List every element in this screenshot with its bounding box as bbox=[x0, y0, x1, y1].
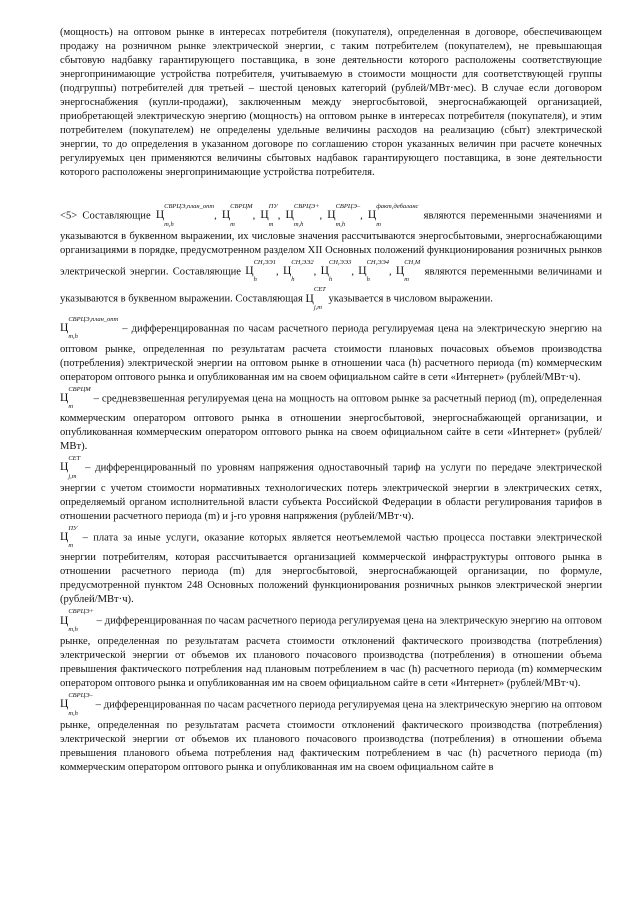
formula-symbol: $Ц^{СВРЦЭ+}$ $_{m,h}$ bbox=[60, 608, 94, 634]
definition-text: – дифференцированный по уровням напряжения одноставочный тариф на услуги по передаче электрической энергии с учетом стоимости нормативных технологических потерь электрической энергии в электрических сетях, определяемый органом исполнительной власти субъекта Российской Федерации в области регулирования тарифов в отношении расчетного периода (m) и j-го уровня напряжения (рублей/МВт·ч). bbox=[60, 462, 602, 522]
formula-symbol: $Ц^{СВРЦЭ+}$ $_{m,h}$ bbox=[285, 203, 320, 228]
formula-symbol: $Ц^{СВРЦЭ,план\_опт}$ $_{m,h}$ bbox=[60, 315, 119, 341]
formula-symbol: $Ц^{СВРЦЭ,план\_опт}$ $_{m,h}$ bbox=[155, 203, 215, 228]
footnote-text-1: являются переменными значениями и указываются в буквенном выражении, их числовые значения рассчитываются энергосбытовыми, энергоснабжающими организациями в порядке, предусмотренном разделом XII Основных положений функционирования розничных рынков электрической энергии. Составляющие bbox=[60, 210, 603, 277]
definition-paragraph bbox=[60, 454, 602, 524]
formula-symbol: $Ц^{СЕТ}$ $_{j,m}$ bbox=[305, 286, 326, 311]
footnote-5: <5> Составляющие $Ц^{СВРЦЭ,план\_опт}$ $_{m,h}$, $Ц^{СВРЦМ}$ $_m$, $Ц^{ПУ}$ $_m$, $Ц^{СВРЦЭ+}$ $_{m,h}$, $Ц^{СВРЦЭ-}$ $_{m,h}$, $Ц^{факт,дебаланс}$ $_m$ являются переменными значениями и указываются в буквенном выражении, их числовые значения рассчитываются энергосбытовыми, энергоснабжающими организациями в порядке, предусмотренном разделом XII Основных положений функционирования розничных рынков электрической энергии. Составляющие $Ц^{СН,ЭЭ1}$ $_h$, $Ц^{СН,ЭЭ2}$ $_h$, $Ц^{СН,ЭЭ3}$ $_h$, $Ц^{СН,ЭЭ4}$ $_h$, $Ц^{СН,М}$ $_m$ являются переменными величинами и указываются в буквенном выражении. Составляющая $Ц^{СЕТ}$ $_{j,m}$ указывается в числовом выражении. bbox=[60, 203, 603, 311]
definition-text: – дифференцированная по часам расчетного периода регулируемая цена на электрическую энергию на оптовом рынке, определенная по результатам расчета стоимости плановых почасовых объемов производства (потребления) электрической энергии на оптовом рынке в отношении часа (h) расчетного периода (m) коммерческим оператором оптового рынка и опубликованная им на своем официальном сайте в сети «Интернет» (рублей/МВт·ч). bbox=[60, 323, 602, 383]
formula-symbol: $Ц^{СН,ЭЭ1}$ $_h$ bbox=[245, 258, 277, 284]
definition-paragraph bbox=[60, 691, 602, 775]
definition-paragraph bbox=[60, 524, 602, 608]
footnote-text-3: указывается в числовом выражении. bbox=[328, 293, 493, 305]
formula-symbol: $Ц^{СВРЦЭ-}$ $_{m,h}$ bbox=[327, 203, 361, 228]
definition-text: – средневзвешенная регулируемая цена на мощность на оптовом рынке за расчетный период (m), определенная коммерческим оператором оптового рынка в отношении энергосбытовой, энергоснабжающей организации, и опубликованная коммерческим оператором оптового рынка на своем официальном сайте в сети «Интернет» (рублей/МВт). bbox=[60, 392, 602, 453]
formula-symbol: $Ц^{СН,ЭЭ3}$ $_h$ bbox=[320, 258, 352, 284]
paragraph-continuation: (мощность) на оптовом рынке в интересах потребителя (покупателя), определенная в договоре, обеспечивающем продажу на розничном рынке электрической энергии, с таким потребителем (покупателем), не превышающая сбытовую надбавку гарантирующего поставщика, в зоне деятельности которого расположены соответствующие энергопринимающие устройства потребителя, учитываемую в стоимости мощности для соответствующей группы (подгруппы) потребителей для третьей – шестой ценовых категорий (рублей/МВт·мес). В случае если договором энергоснабжения (купли-продажи), заключенным между энергосбытовой, энергоснабжающей организацией, приобретающей электрическую энергию (мощность) на оптовом рынке в интересах потребителя (покупателя), и этим потребителем (покупателем) не определены удельные величины расходов на реализацию (сбыт) электрической энергии, то до определения в указанном договоре по соглашению сторон указанных величин при расчете конечных регулируемых цен применяются величины сбытовых надбавок гарантирующего поставщика, в зоне деятельности которого расположены энергопринимающие устройства потребителя. bbox=[60, 27, 602, 178]
formula-symbol: $Ц^{ПУ}$ $_m$ bbox=[260, 203, 278, 228]
footnote-lead: <5> Составляющие bbox=[60, 210, 151, 222]
formula-symbol: $Ц^{СВРЦМ}$ $_m$ bbox=[221, 203, 253, 228]
formula-symbol: $Ц^{СЕТ}$ $_{j,m}$ bbox=[60, 455, 81, 480]
formula-symbol: $Ц^{СН,ЭЭ2}$ $_h$ bbox=[282, 258, 314, 284]
definition-text: – плата за иные услуги, оказание которых является неотъемлемой частью процесса поставки электрической энергии потребителям, которая рассчитывается организацией коммерческой инфраструктуры оптового рынка в отношении расчетного периода (m) для энергосбытовой, энергоснабжающей организации, по формуле, предусмотренной пунктом 248 Основных положений функционирования розничных рынков электрической энергии (рублей/МВт·ч). bbox=[60, 532, 603, 606]
definition-paragraph bbox=[60, 315, 602, 385]
definition-paragraph bbox=[60, 607, 602, 691]
formula-symbol: $Ц^{факт,дебаланс}$ $_m$ bbox=[367, 203, 419, 228]
definition-text: – дифференцированная по часам расчетного периода регулируемая цена на электрическую энергию на оптовом рынке, определенная по результатам расчета стоимости отклонений фактического производства (потребления) электрической энергии от объемов их планового почасового производства (потребления) в отношении объема превышения планового объема потребления над фактическим потреблением в час (h) расчетного периода (m) коммерческим оператором оптового рынка и опубликованная им на своем официальном сайте в bbox=[60, 699, 602, 773]
footnote-text-2: являются переменными величинами и указываются в буквенном выражении. Составляющая bbox=[60, 265, 603, 305]
formula-symbol: $Ц^{СН,М}$ $_m$ bbox=[395, 258, 421, 284]
formula-symbol: $Ц^{СН,ЭЭ4}$ $_h$ bbox=[358, 258, 389, 284]
formula-symbol: $Ц^{СВРЦМ}$ $_m$ bbox=[60, 385, 91, 411]
definition-paragraph bbox=[60, 385, 602, 455]
formula-symbol: $Ц^{СВРЦЭ-}$ $_{m,h}$ bbox=[60, 692, 93, 717]
definition-text: – дифференцированная по часам расчетного периода регулируемая цена на электрическую энергию на оптовом рынке, определенная по результатам расчета стоимости отклонений фактического производства (потребления) электрической энергии от объемов их планового почасового производства (потребления) в отношении объема превышения фактического потребления над плановым потреблением в час (h) расчетного периода (m) коммерческим оператором оптового рынка и опубликованная им на своем официальном сайте в сети «Интернет» (рублей/МВт·ч). bbox=[60, 615, 602, 690]
formula-symbol: $Ц^{ПУ}$ $_m$ bbox=[60, 524, 78, 550]
